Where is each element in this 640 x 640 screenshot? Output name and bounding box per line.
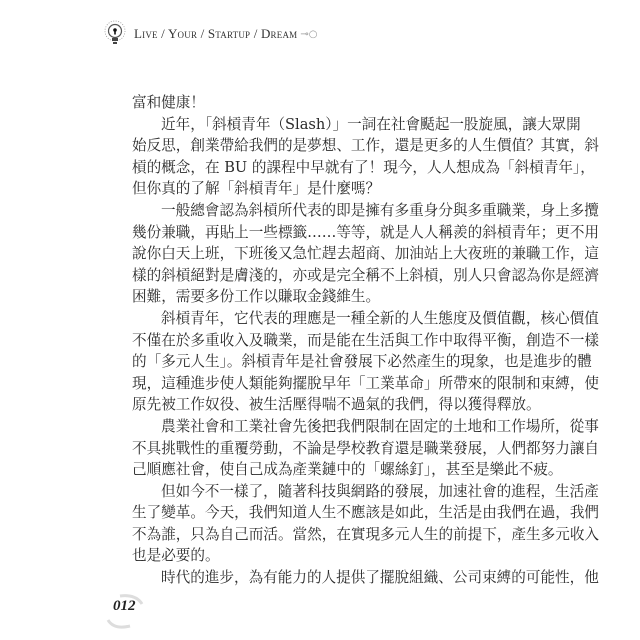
text-line: 斜槓青年，它代表的理應是一種全新的人生態度及價值觀，核心價值	[161, 309, 599, 327]
text-line: 樣的斜槓絕對是膚淺的，亦或是完全稱不上斜槓，別人只會認為你是經濟	[132, 266, 600, 284]
text-line: 也是必要的。	[132, 547, 220, 565]
text-line: 但如今不一樣了，隨著科技與網路的發展，加速社會的進程，生活產	[161, 482, 599, 500]
text-line: 己順應社會，使自己成為產業鏈中的「螺絲釘」，甚至是樂此不疲。	[132, 461, 563, 479]
text-line: 原先被工作奴役、被生活壓得喘不過氣的我們，得以獲得釋放。	[132, 396, 541, 414]
paragraph	[132, 416, 600, 481]
text-line: 不為誰，只為自己而活。當然，在實現多元人生的前提下，產生多元收入	[132, 525, 600, 543]
text-line: 不僅在於多重收入及職業，而是能在生活與工作中取得平衡，創造不一樣	[132, 331, 600, 349]
body-text	[132, 92, 600, 589]
text-line: 幾份兼職，再貼上一些標籤……等等，就是人人稱羨的斜槓青年；更不用	[132, 223, 600, 241]
text-line: 的「多元人生」。斜槓青年是社會發展下必然產生的現象，也是進步的體	[132, 353, 592, 371]
text-line: 近年，「斜槓青年（Slash）」一詞在社會颳起一股旋風，讓大眾開	[161, 115, 581, 133]
paragraph	[132, 481, 600, 567]
text-line: 現，這種進步使人類能夠擺脫早年「工業革命」所帶來的限制和束縛，使	[132, 374, 600, 392]
page-number: 012	[113, 598, 136, 614]
text-line: 不具挑戰性的重覆勞動，不論是學校教育還是職業發展，人們都努力讓自	[132, 439, 600, 457]
text-line: 一般總會認為斜槓所代表的即是擁有多重身分與多重職業，身上多攬	[161, 201, 599, 219]
text-line: 時代的進步，為有能力的人提供了擺脫組織、公司束縛的可能性，他	[161, 569, 599, 587]
text-line: 困難，需要多份工作以賺取金錢維生。	[132, 288, 381, 306]
text-line: 但你真的了解「斜槓青年」是什麼嗎？	[132, 180, 381, 198]
text-line: 富和健康！	[132, 94, 205, 111]
text-line: 槓的概念，在 BU 的課程中早就有了！現今，人人想成為「斜槓青年」，	[132, 158, 595, 176]
paragraph	[132, 114, 600, 200]
key-icon: ⊸○	[300, 28, 318, 40]
running-header	[104, 20, 317, 48]
paragraph	[132, 200, 600, 308]
lightbulb-icon	[104, 20, 126, 48]
paragraph	[132, 308, 600, 416]
text-line: 農業社會和工業社會先後把我們限制在固定的土地和工作場所，從事	[161, 417, 599, 435]
text-line: 說你白天上班，下班後又急忙趕去超商、加油站上大夜班的兼職工作，這	[132, 245, 600, 263]
paragraph	[132, 92, 492, 114]
paragraph	[132, 567, 599, 589]
text-line: 始反思，創業帶給我們的是夢想、工作，還是更多的人生價值？其實，斜	[132, 137, 600, 155]
header-title: Live / Your / Startup / Dream	[134, 26, 298, 41]
text-line: 生了變革。今天，我們知道人生不應該是如此，生活是由我們在過，我們	[132, 504, 600, 522]
